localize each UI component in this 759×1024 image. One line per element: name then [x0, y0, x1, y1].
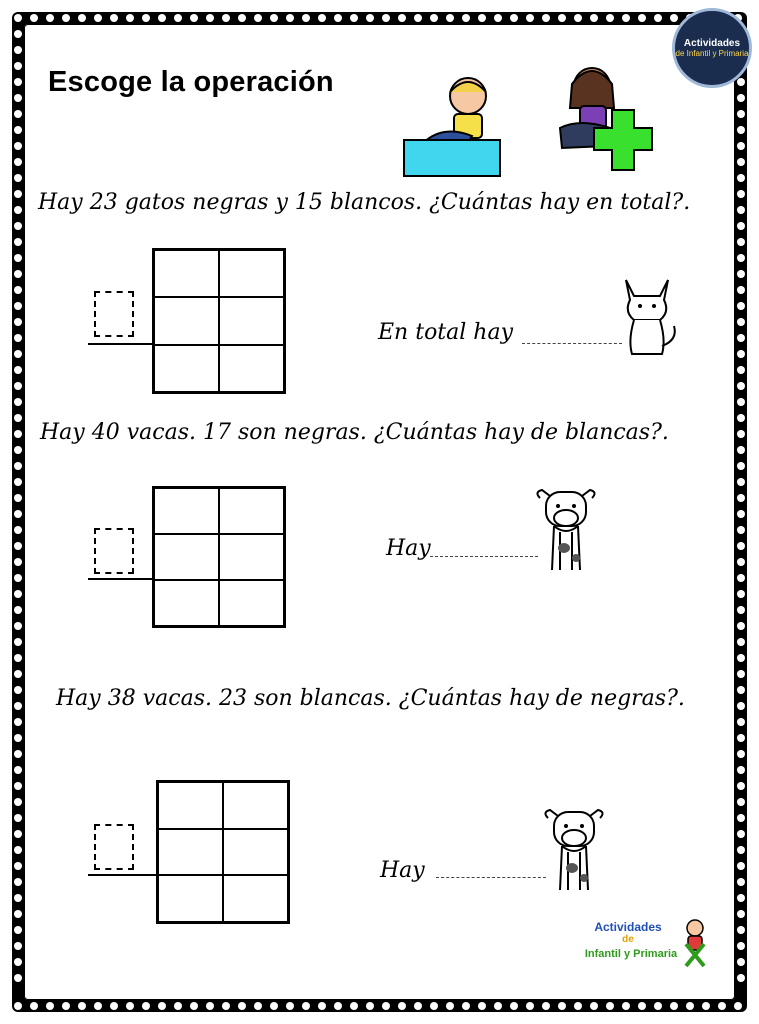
problem-1-answer-line[interactable]	[522, 343, 622, 344]
cow-icon	[538, 806, 610, 894]
footer-logo	[578, 918, 708, 974]
badge-subtitle: de Infantil y Primaria	[675, 49, 749, 58]
problem-2-number-grid[interactable]	[152, 486, 286, 628]
cat-icon	[612, 270, 682, 358]
problem-1-operator-box[interactable]	[94, 291, 134, 337]
problem-2-answer-label: Hay	[386, 536, 431, 561]
problem-3-answer-line[interactable]	[436, 877, 546, 878]
problem-3-number-grid[interactable]	[156, 780, 290, 924]
problem-3-operator-box[interactable]	[94, 824, 134, 870]
problem-3-answer-label: Hay	[380, 858, 425, 883]
problem-1-question: Hay 23 gatos negras y 15 blancos. ¿Cuántas hay en total?.	[38, 190, 691, 215]
child-minus-illustration	[402, 74, 502, 178]
badge-title: Actividades	[683, 38, 741, 49]
problem-2-answer-line[interactable]	[430, 556, 538, 557]
footer-logo-line2: de	[622, 934, 634, 945]
problem-2-operator-box[interactable]	[94, 528, 134, 574]
problem-1-answer-label: En total hay	[378, 320, 514, 345]
child-plus-illustration	[550, 62, 666, 178]
footer-logo-line3: Infantil y Primaria	[584, 948, 678, 960]
problem-1-operation-line	[88, 343, 154, 345]
problem-3-operation-line	[88, 874, 158, 876]
page-title: Escoge la operación	[48, 66, 334, 98]
problem-2-operation-line	[88, 578, 154, 580]
cow-icon	[530, 486, 602, 574]
footer-mascot-icon	[682, 918, 708, 970]
problem-2-question: Hay 40 vacas. 17 son negras. ¿Cuántas hay de blancas?.	[40, 420, 669, 445]
problem-3-question: Hay 38 vacas. 23 son blancas. ¿Cuántas hay de negras?.	[56, 686, 685, 711]
footer-logo-line1: Actividades	[594, 920, 662, 934]
problem-1-number-grid[interactable]	[152, 248, 286, 394]
site-badge	[672, 8, 752, 88]
